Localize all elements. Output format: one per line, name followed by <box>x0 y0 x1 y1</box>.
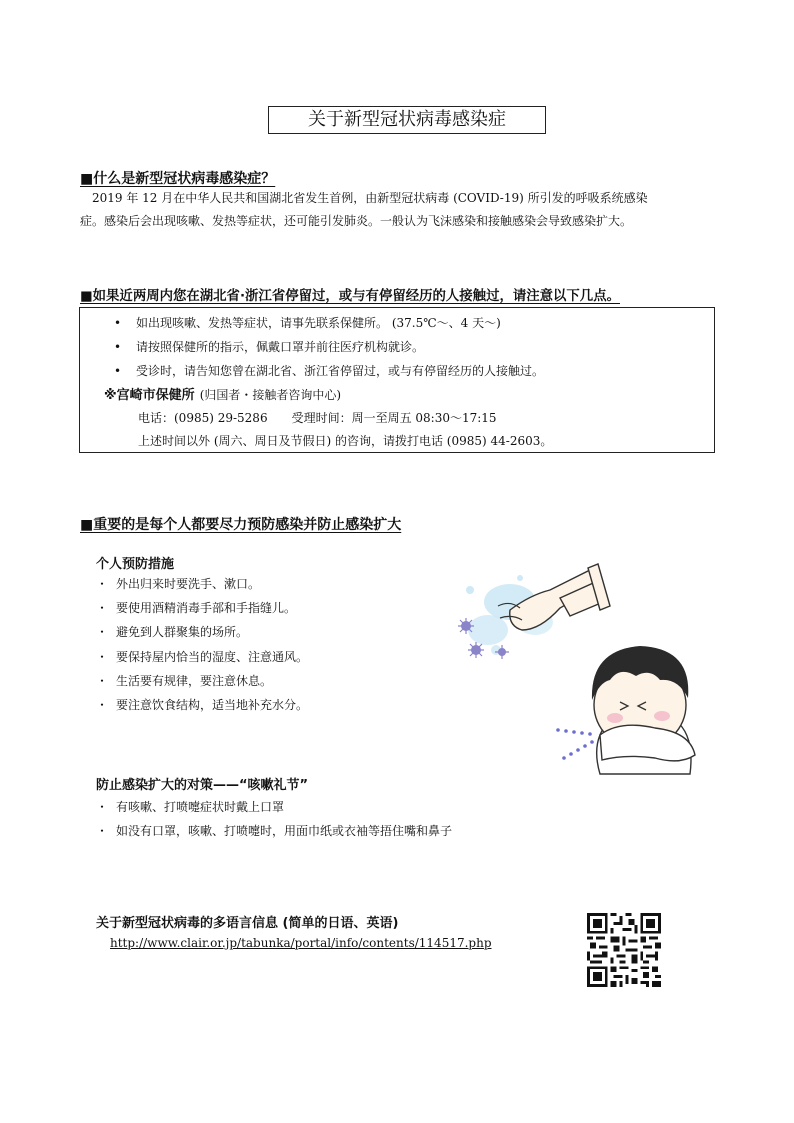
bullet-icon: • <box>114 364 122 378</box>
cough-etiquette-heading: 防止感染扩大的对策——“咳嗽礼节” <box>96 778 309 793</box>
list-item-text: 有咳嗽、打喷嚏症状时戴上口罩 <box>116 800 285 814</box>
notice-bullet-2 <box>114 338 424 355</box>
bullet-icon: ・ <box>96 800 109 814</box>
list-item <box>96 822 452 846</box>
hand-washing-icon <box>466 564 610 655</box>
breath-icon <box>556 728 594 760</box>
bullet-icon: ・ <box>96 625 109 640</box>
cough-etiquette-list <box>96 798 452 846</box>
after-hours-line: 上述时间以外 (周六、周日及节假日) 的咨询，请拨打电话 (0985) 44-2603。 <box>138 434 553 448</box>
bullet-icon: ・ <box>96 577 109 591</box>
list-item <box>96 599 308 623</box>
list-item-text: 要保持屋内恰当的湿度、注意通风。 <box>116 649 309 664</box>
bullet-icon: • <box>114 340 122 354</box>
bullet-icon: ・ <box>96 824 109 838</box>
list-item-text: 生活要有规律，要注意休息。 <box>116 673 273 688</box>
health-center <box>104 384 341 403</box>
notice-box <box>79 307 715 453</box>
list-item <box>96 672 308 696</box>
bullet-icon: ・ <box>96 673 109 688</box>
section-what-line-1: 2019 年 12 月在中华人民共和国湖北省发生首例，由新型冠状病毒 (COVID-19) 所引发的呼吸系统感染 <box>92 191 648 205</box>
phone-line: 电话：(0985) 29-5286 受理时间：周一至周五 08:30～17:15 <box>138 411 497 425</box>
section-what-line-2: 症。感染后会出现咳嗽、发热等症状，还可能引发肺炎。一般认为飞沫感染和接触感染会导致感染扩大。 <box>80 214 633 228</box>
section-what-heading: ■什么是新型冠状病毒感染症？ <box>80 171 276 187</box>
list-item-text: 要注意饮食结构，适当地补充水分。 <box>116 697 309 712</box>
list-item <box>96 696 308 720</box>
bullet-icon: ・ <box>96 649 109 664</box>
list-item-text: 外出归来时要洗手、漱口。 <box>116 577 261 591</box>
notice-bullet-text: 请按照保健所的指示，佩戴口罩并前往医疗机构就诊。 <box>136 340 425 354</box>
list-item <box>96 798 452 822</box>
notice-bullet-3 <box>114 362 544 379</box>
health-center-name: ※宫崎市保健所 <box>104 388 195 403</box>
list-item <box>96 623 308 647</box>
health-center-sub: (归国者・接触者咨询中心) <box>199 388 342 402</box>
bullet-icon: • <box>114 316 122 330</box>
qr-code-icon <box>587 913 661 987</box>
notice-bullet-text: 受诊时，请告知您曾在湖北省、浙江省停留过，或与有停留经历的人接触过。 <box>136 364 545 378</box>
info-link[interactable]: http://www.clair.or.jp/tabunka/portal/info/contents/114517.php <box>110 936 492 950</box>
page-title: 关于新型冠状病毒感染症 <box>268 106 546 134</box>
coughing-person-icon <box>592 646 695 774</box>
bullet-icon: ・ <box>96 601 109 616</box>
list-item-text: 要使用酒精消毒手部和手指缝儿。 <box>116 601 297 616</box>
list-item-text: 如没有口罩，咳嗽、打喷嚏时，用面巾纸或衣袖等捂住嘴和鼻子 <box>116 824 453 838</box>
notice-bullet-text: 如出现咳嗽、发热等症状，请事先联系保健所。 (37.5℃～、4 天～) <box>136 316 501 330</box>
list-item-text: 避免到人群聚集的场所。 <box>116 625 249 640</box>
multilingual-info-heading: 关于新型冠状病毒的多语言信息 (简单的日语、英语) <box>96 916 399 931</box>
personal-measures-heading: 个人预防措施 <box>96 557 175 572</box>
section-prevent-heading: ■重要的是每个人都要尽力预防感染并防止感染扩大 <box>80 517 402 533</box>
section-what-text <box>80 187 720 233</box>
list-item <box>96 648 308 672</box>
prevention-illustration <box>450 560 710 790</box>
personal-measures-list <box>96 575 308 720</box>
bullet-icon: ・ <box>96 697 109 712</box>
notice-bullet-1 <box>114 314 501 331</box>
list-item <box>96 575 308 599</box>
section-stay-heading: ■如果近两周内您在湖北省·浙江省停留过，或与有停留经历的人接触过，请注意以下几点。 <box>80 289 620 304</box>
